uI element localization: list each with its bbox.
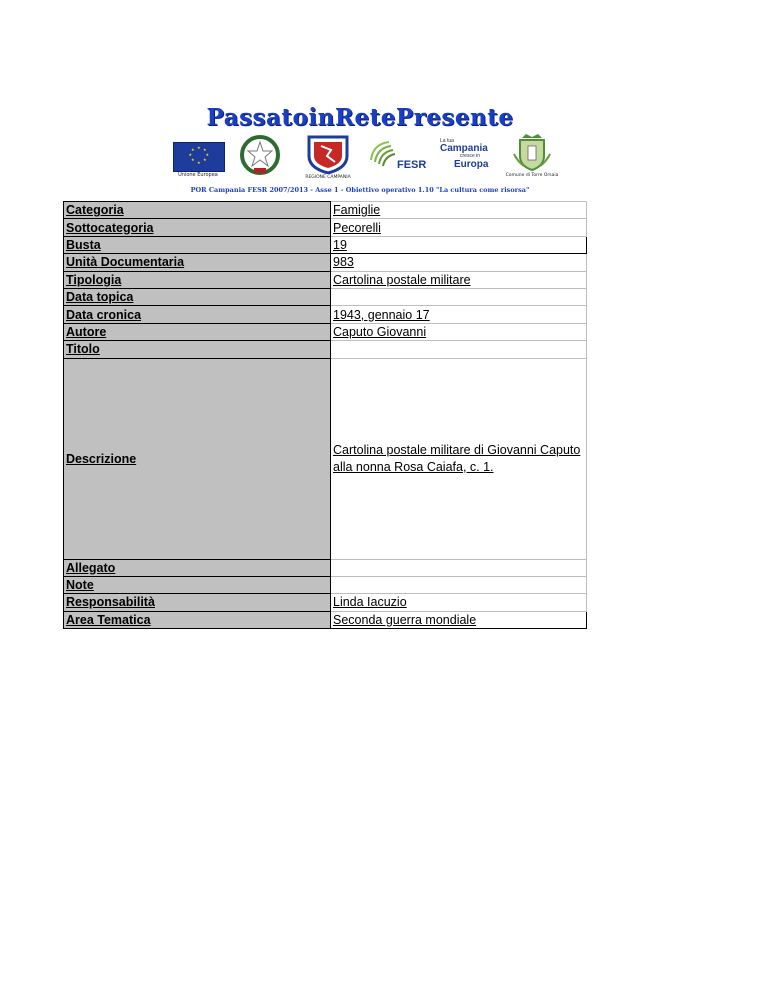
svg-text:★: ★ xyxy=(203,157,207,162)
row-value-note xyxy=(331,576,587,593)
table-row xyxy=(64,219,587,236)
svg-text:★: ★ xyxy=(191,157,195,162)
svg-text:★: ★ xyxy=(188,152,193,157)
row-value-data-cronica: 1943, gennaio 17 xyxy=(331,306,587,323)
regione-campania-shield-icon xyxy=(305,134,351,174)
table-row xyxy=(64,611,587,628)
table-row xyxy=(64,288,587,305)
row-label-unita-documentaria: Unità Documentaria xyxy=(64,254,331,271)
table-row xyxy=(64,594,587,611)
header-banner xyxy=(160,100,560,210)
row-value-titolo xyxy=(331,341,587,358)
table-row xyxy=(64,202,587,219)
row-value-allegato xyxy=(331,559,587,576)
table-row xyxy=(64,323,587,340)
table-row xyxy=(64,341,587,358)
logo-strip xyxy=(170,132,560,182)
row-value-autore: Caputo Giovanni xyxy=(331,323,587,340)
row-value-descrizione: Cartolina postale militare di Giovanni Caputo alla nonna Rosa Caiafa, c. 1. xyxy=(331,358,587,559)
campania-europe-line2: Campania xyxy=(440,143,488,154)
row-value-data-topica xyxy=(331,288,587,305)
site-title: PassatoinRetePresente xyxy=(206,104,514,131)
row-label-titolo: Titolo xyxy=(64,341,331,358)
eu-caption: Unione Europea xyxy=(178,172,218,178)
campania-europe-line4: Europa xyxy=(454,159,489,170)
campania-europe-logo xyxy=(440,138,500,178)
row-value-busta: 19 xyxy=(331,236,587,253)
table-row xyxy=(64,254,587,271)
row-label-area-tematica: Area Tematica xyxy=(64,611,331,628)
row-label-busta: Busta xyxy=(64,236,331,253)
svg-text:★: ★ xyxy=(205,152,210,157)
row-value-unita-documentaria: 983 xyxy=(331,254,587,271)
row-value-area-tematica: Seconda guerra mondiale xyxy=(331,611,587,628)
row-label-data-cronica: Data cronica xyxy=(64,306,331,323)
svg-text:★: ★ xyxy=(191,147,195,152)
row-value-tipologia: Cartolina postale militare xyxy=(331,271,587,288)
table-row xyxy=(64,576,587,593)
row-label-note: Note xyxy=(64,576,331,593)
regione-campania-caption: REGIONE CAMPANIA xyxy=(305,175,351,180)
row-label-sottocategoria: Sottocategoria xyxy=(64,219,331,236)
table-row xyxy=(64,559,587,576)
fesr-logo-icon xyxy=(367,138,427,174)
funding-caption: POR Campania FESR 2007/2013 - Asse 1 - Obiettivo operativo 1.10 "La cultura come risorsa" xyxy=(190,186,530,194)
svg-text:★: ★ xyxy=(197,160,201,165)
row-label-categoria: Categoria xyxy=(64,202,331,219)
record-table xyxy=(63,201,587,629)
row-label-autore: Autore xyxy=(64,323,331,340)
comune-caption: Comune di Torre Orsaia xyxy=(505,173,559,178)
row-value-sottocategoria: Pecorelli xyxy=(331,219,587,236)
row-value-responsabilita: Linda Iacuzio xyxy=(331,594,587,611)
row-label-data-topica: Data topica xyxy=(64,288,331,305)
table-row xyxy=(64,271,587,288)
row-label-descrizione: Descrizione xyxy=(64,358,331,559)
fesr-label: FESR xyxy=(397,159,427,171)
eu-flag-icon xyxy=(173,142,225,172)
svg-text:★: ★ xyxy=(197,145,201,150)
table-row xyxy=(64,358,587,559)
table-row xyxy=(64,236,587,253)
table-row xyxy=(64,306,587,323)
campania-europe-line3: cresce in xyxy=(460,153,481,159)
row-label-tipologia: Tipologia xyxy=(64,271,331,288)
italian-republic-emblem-icon xyxy=(238,134,282,176)
svg-text:★: ★ xyxy=(203,147,207,152)
row-value-categoria: Famiglie xyxy=(331,202,587,219)
campania-europe-line1: La tua xyxy=(440,138,454,144)
row-label-responsabilita: Responsabilità xyxy=(64,594,331,611)
row-label-allegato: Allegato xyxy=(64,559,331,576)
comune-torre-orsaia-emblem-icon xyxy=(510,132,554,172)
